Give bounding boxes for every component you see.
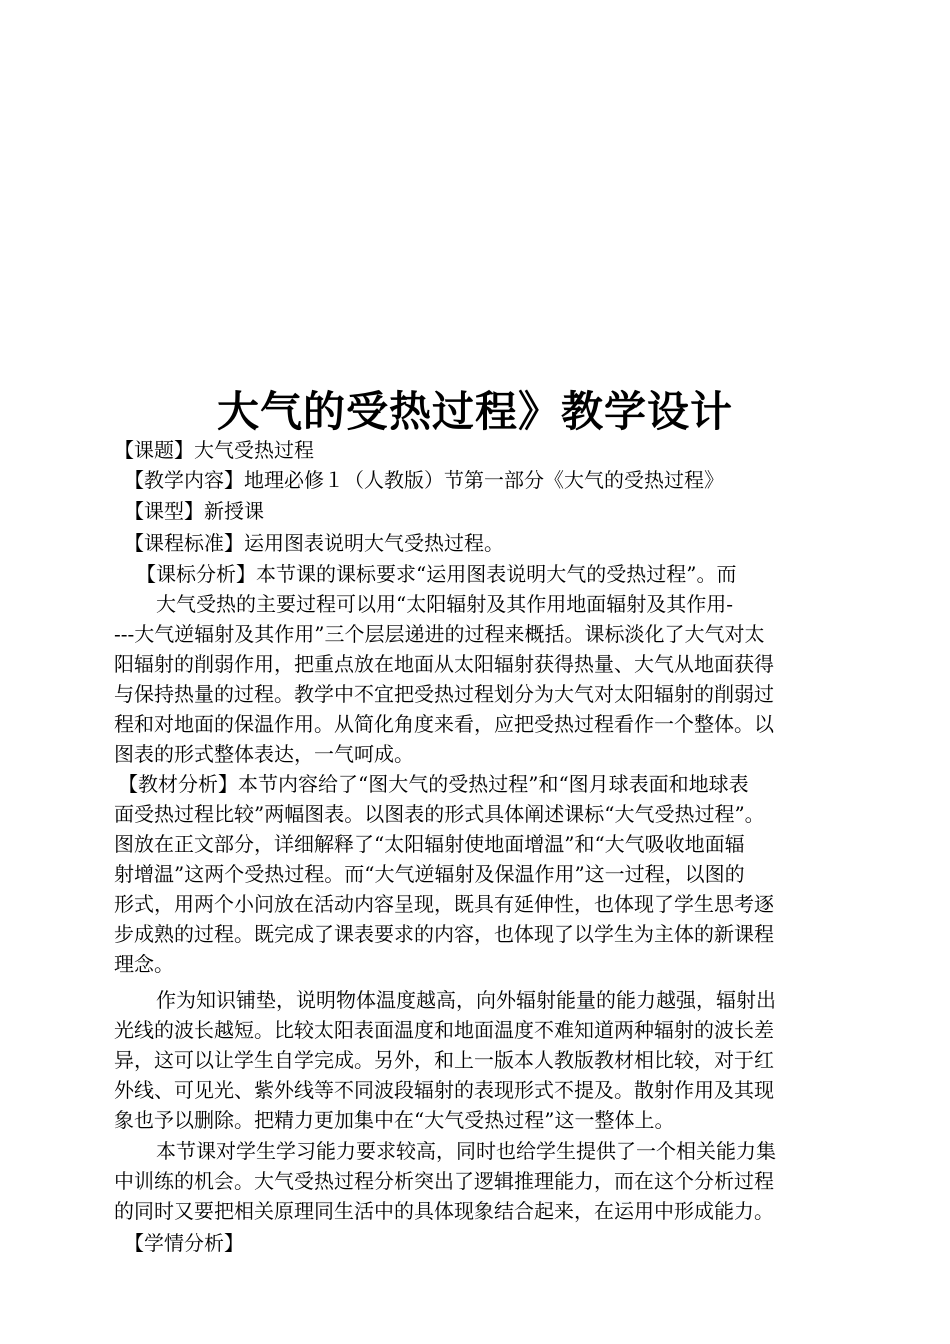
standard-analysis-line-2: 大气受热的主要过程可以用“太阳辐射及其作用地面辐射及其作用- <box>156 592 733 616</box>
lesson-type-line <box>124 496 264 526</box>
page-title: 大气的受热过程》教学设计 <box>216 387 733 436</box>
topic-label: 【课题】 <box>114 438 194 462</box>
textbook-analysis-line-5: 形式，用两个小问放在活动内容呈现，既具有延伸性，也体现了学生思考逐 <box>114 892 774 916</box>
standard-analysis-line-1 <box>136 559 736 589</box>
textbook-analysis-line-1 <box>118 769 749 799</box>
textbook-analysis-label: 【教材分析】 <box>118 772 238 796</box>
textbook-analysis-line-7: 理念。 <box>114 952 174 976</box>
paragraph-3-line-1: 本节课对学生学习能力要求较高，同时也给学生提供了一个相关能力集 <box>156 1139 776 1163</box>
paragraph-3-line-2: 中训练的机会。大气受热过程分析突出了逻辑推理能力，而在这个分析过程 <box>114 1169 774 1193</box>
teaching-content-label: 【教学内容】 <box>124 468 244 492</box>
textbook-analysis-line-3: 图放在正文部分，详细解释了“太阳辐射使地面增温”和“大气吸收地面辐 <box>114 832 745 856</box>
lesson-type-value: 新授课 <box>204 499 264 523</box>
textbook-analysis-line-6: 步成熟的过程。既完成了课表要求的内容，也体现了以学生为主体的新课程 <box>114 922 774 946</box>
teaching-content-value: 地理必修１（人教版）节第一部分《大气的受热过程》 <box>244 468 724 492</box>
textbook-analysis-line-2: 面受热过程比较”两幅图表。以图表的形式具体阐述课标“大气受热过程”。 <box>114 802 765 826</box>
curriculum-standard-label: 【课程标准】 <box>124 531 244 555</box>
standard-analysis-label: 【课标分析】 <box>136 562 256 586</box>
standard-analysis-text: 本节课的课标要求“运用图表说明大气的受热过程”。而 <box>256 562 737 586</box>
standard-analysis-line-6: 程和对地面的保温作用。从简化角度来看，应把受热过程看作一个整体。以 <box>114 712 774 736</box>
standard-analysis-line-5: 与保持热量的过程。教学中不宜把受热过程划分为大气对太阳辐射的削弱过 <box>114 682 774 706</box>
curriculum-standard-line <box>124 528 504 558</box>
standard-analysis-line-4: 阳辐射的削弱作用，把重点放在地面从太阳辐射获得热量、大气从地面获得 <box>114 652 774 676</box>
paragraph-2-line-1: 作为知识铺垫，说明物体温度越高，向外辐射能量的能力越强，辐射出 <box>156 988 776 1012</box>
lesson-type-label: 【课型】 <box>124 499 204 523</box>
teaching-content-line <box>124 465 724 495</box>
paragraph-2-line-3: 异，这可以让学生自学完成。另外，和上一版本人教版教材相比较，对于红 <box>114 1048 774 1072</box>
paragraph-2-line-4: 外线、可见光、紫外线等不同波段辐射的表现形式不提及。散射作用及其现 <box>114 1078 774 1102</box>
topic-line <box>114 435 314 465</box>
learner-analysis-heading: 【学情分析】 <box>124 1231 244 1255</box>
textbook-analysis-line-4: 射增温”这两个受热过程。而“大气逆辐射及保温作用”这一过程，以图的 <box>114 862 745 886</box>
paragraph-2-line-2: 光线的波长越短。比较太阳表面温度和地面温度不难知道两种辐射的波长差 <box>114 1018 774 1042</box>
topic-value: 大气受热过程 <box>194 438 314 462</box>
textbook-analysis-text: 本节内容给了“图大气的受热过程”和“图月球表面和地球表 <box>238 772 749 796</box>
paragraph-3-line-3: 的同时又要把相关原理同生活中的具体现象结合起来，在运用中形成能力。 <box>114 1199 774 1223</box>
standard-analysis-line-3: ---大气逆辐射及其作用”三个层层递进的过程来概括。课标淡化了大气对太 <box>114 622 765 646</box>
standard-analysis-line-7: 图表的形式整体表达，一气呵成。 <box>114 742 414 766</box>
curriculum-standard-value: 运用图表说明大气受热过程。 <box>244 531 504 555</box>
paragraph-2-line-5: 象也予以删除。把精力更加集中在“大气受热过程”这一整体上。 <box>114 1108 675 1132</box>
